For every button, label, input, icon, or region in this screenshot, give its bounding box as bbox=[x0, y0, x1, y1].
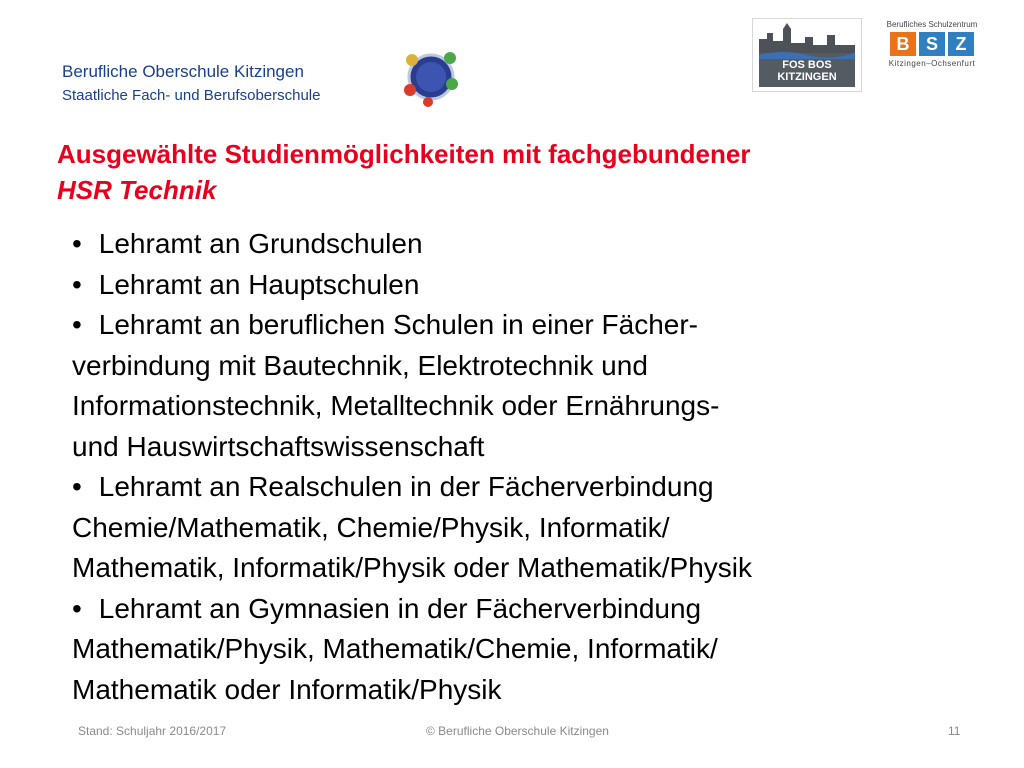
list-item-text: Lehramt an Realschulen in der Fächerverbindung bbox=[98, 471, 714, 502]
list-item bbox=[72, 224, 972, 265]
list-item-continuation: verbindung mit Bautechnik, Elektrotechnik und bbox=[72, 349, 648, 381]
fos-bos-kitzingen-logo bbox=[752, 18, 862, 92]
bsz-letter-s: S bbox=[919, 32, 945, 56]
list-item bbox=[72, 265, 972, 306]
slide-title-line2: HSR Technik bbox=[57, 175, 217, 205]
footer-date: Stand: Schuljahr 2016/2017 bbox=[78, 724, 227, 738]
list-item-continuation: Mathematik, Informatik/Physik oder Mathematik/Physik bbox=[72, 552, 753, 583]
bsz-logo-letters bbox=[882, 32, 982, 56]
list-item bbox=[72, 467, 972, 589]
list-item bbox=[72, 589, 972, 711]
page-number: 11 bbox=[948, 724, 961, 738]
bsz-logo-bottom-text: Kitzingen–Ochsenfurt bbox=[888, 59, 976, 68]
fos-bos-logo-line1: FOS BOS bbox=[782, 59, 832, 71]
list-item-text: Lehramt an Grundschulen bbox=[98, 228, 423, 259]
list-item-continuation: Informationstechnik, Metalltechnik oder Ernährungs- bbox=[72, 390, 720, 421]
bsz-letter-z: Z bbox=[948, 32, 974, 56]
school-circle-logo bbox=[398, 44, 464, 110]
bsz-letter-b: B bbox=[890, 32, 916, 56]
list-item-continuation: und Hauswirtschaftswissenschaft bbox=[72, 430, 485, 462]
list-item-text: Lehramt an Hauptschulen bbox=[98, 268, 420, 300]
list-item-continuation: Mathematik/Physik, Mathematik/Chemie, Informatik/ bbox=[72, 633, 718, 664]
bsz-logo bbox=[882, 20, 982, 80]
school-name-header bbox=[62, 60, 320, 108]
list-item-text: Lehramt an Gymnasien in der Fächerverbindung bbox=[98, 592, 702, 624]
school-name-line2: Staatliche Fach- und Berufsoberschule bbox=[62, 87, 321, 104]
bsz-logo-top-text: Berufliches Schulzentrum bbox=[886, 20, 978, 29]
slide-title bbox=[57, 136, 750, 208]
fos-bos-logo-text bbox=[753, 59, 861, 83]
slide-title-line1: Ausgewählte Studienmöglichkeiten mit fachgebundener bbox=[57, 139, 751, 169]
list-item-continuation: Mathematik oder Informatik/Physik bbox=[72, 673, 502, 705]
list-item-text: Lehramt an beruflichen Schulen in einer Fächer- bbox=[98, 309, 699, 340]
list-item bbox=[72, 305, 972, 467]
footer-copyright: © Berufliche Oberschule Kitzingen bbox=[426, 724, 609, 738]
fos-bos-logo-line2: KITZINGEN bbox=[777, 71, 837, 83]
study-options-list bbox=[72, 224, 972, 710]
list-item-continuation: Chemie/Mathematik, Chemie/Physik, Informatik/ bbox=[72, 511, 670, 543]
school-name-line1: Berufliche Oberschule Kitzingen bbox=[62, 62, 304, 81]
slide-footer bbox=[0, 724, 1024, 740]
